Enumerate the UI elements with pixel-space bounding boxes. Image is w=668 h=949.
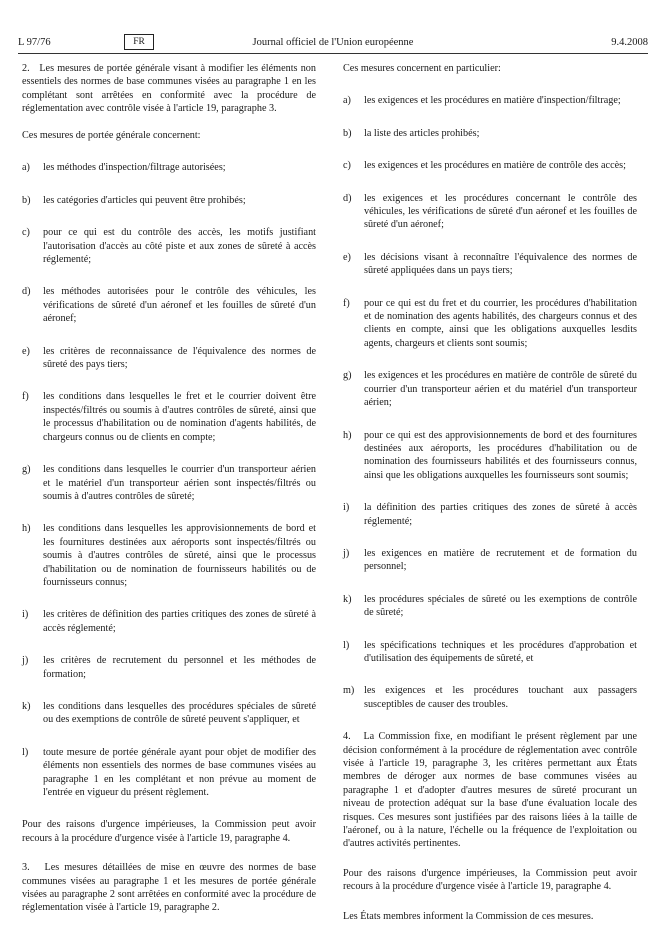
item-text: les décisions visant à reconnaître l'équivalence des normes de sûreté appliquées dans un pays tiers; bbox=[364, 251, 637, 277]
item-text: les exigences et les procédures concernant le contrôle des véhicules, les vérifications de sûreté d'un aéronef et les fouilles de sûreté d'un aéronef; bbox=[364, 192, 637, 231]
list-item bbox=[343, 369, 637, 409]
item-text: les méthodes autorisées pour le contrôle des véhicules, les vérifications de sûreté d'un aéronef et les fouilles de sûreté d'un aéronef; bbox=[43, 286, 316, 325]
item-text: pour ce qui est du fret et du courrier, les procédures d'habilitation et de nomination des agents habilités, des chargeurs connus et des clients en compte, ainsi que les obligations auxquelles lesdits agents, chargeurs et clients sont soumis; bbox=[364, 297, 637, 349]
paragraph-2: 2. Les mesures de portée générale visant à modifier les éléments non essentiels des normes de base communes visées au paragraphe 1 en les complétant sont arrêtées en conformité avec la procédure de réglementation avec contrôle visée à l'article 19, paragraphe 3. bbox=[22, 63, 316, 115]
item-letter: e) bbox=[343, 251, 351, 263]
list-item bbox=[22, 522, 316, 589]
list-item bbox=[343, 127, 637, 140]
list-item bbox=[343, 639, 637, 666]
item-text: les procédures spéciales de sûreté ou les exemptions de contrôle de sûreté; bbox=[364, 593, 637, 619]
list-intro: Ces mesures concernent en particulier: bbox=[343, 63, 501, 74]
item-letter: k) bbox=[343, 593, 352, 605]
item-text: les exigences et les procédures en matière de contrôle de sûreté du courrier d'un transporteur aérien et du matériel d'un transporteur aérien; bbox=[364, 370, 637, 409]
list-item bbox=[22, 700, 316, 727]
list-item bbox=[22, 654, 316, 681]
list-item bbox=[343, 501, 637, 528]
item-text: pour ce qui est du contrôle des accès, les motifs justifiant l'autorisation d'accès au côté piste et aux zones de sûreté à accès réglementé; bbox=[43, 227, 316, 266]
list-item bbox=[343, 192, 637, 232]
publication-date: 9.4.2008 bbox=[611, 37, 648, 48]
item-letter: l) bbox=[343, 639, 350, 651]
list-item bbox=[22, 463, 316, 503]
item-letter: f) bbox=[22, 391, 29, 403]
item-letter: c) bbox=[343, 160, 351, 172]
item-letter: b) bbox=[343, 127, 352, 139]
list-item bbox=[343, 159, 637, 172]
urgency-paragraph: Pour des raisons d'urgence impérieuses, la Commission peut avoir recours à la procédure d'urgence visée à l'article 19, paragraphe 4. bbox=[343, 867, 637, 893]
item-letter: g) bbox=[22, 464, 31, 476]
list-item bbox=[22, 161, 316, 174]
item-letter: a) bbox=[343, 95, 351, 107]
item-text: les exigences et les procédures en matière d'inspection/filtrage; bbox=[364, 95, 621, 107]
item-text: les conditions dans lesquelles le courrier d'un transporteur aérien et le matériel d'un transporteur aérien sont inspectés/filtrés ou soumis à d'autres contrôles de sûreté; bbox=[43, 464, 316, 502]
item-letter: i) bbox=[22, 609, 29, 621]
list-item bbox=[343, 297, 637, 351]
page-header bbox=[18, 36, 648, 54]
item-letter: i) bbox=[343, 502, 350, 514]
item-letter: d) bbox=[343, 192, 352, 204]
item-letter: k) bbox=[22, 700, 31, 712]
right-column bbox=[343, 62, 637, 936]
list-intro: Ces mesures de portée générale concernent: bbox=[22, 130, 201, 142]
item-text: les critères de reconnaissance de l'équivalence des normes de sûreté des pays tiers; bbox=[43, 345, 316, 371]
paragraph-3: 3. Les mesures détaillées de mise en œuvre des normes de base communes visées au paragraphe 1 et les mesures de portée générale visées au paragraphe 2 sont arrêtées en conformité avec la procédure de réglementation visée à l'article 19, paragraphe 2. bbox=[22, 862, 316, 914]
item-text: les exigences et les procédures touchant aux passagers susceptibles de causer des troubles. bbox=[364, 685, 637, 710]
item-letter: e) bbox=[22, 345, 30, 357]
item-letter: g) bbox=[343, 370, 352, 382]
item-letter: h) bbox=[343, 429, 352, 441]
final-paragraph: Les États membres informent la Commission de ces mesures. bbox=[343, 910, 594, 922]
item-text: les méthodes d'inspection/filtrage autorisées; bbox=[43, 162, 226, 174]
item-text: les exigences en matière de recrutement et de formation du personnel; bbox=[364, 547, 637, 573]
measures-list bbox=[343, 94, 637, 711]
header-rule bbox=[18, 53, 648, 54]
item-text: la liste des articles prohibés; bbox=[364, 127, 480, 139]
item-letter: m) bbox=[343, 685, 355, 697]
item-text: les catégories d'articles qui peuvent être prohibés; bbox=[43, 194, 246, 206]
list-item bbox=[343, 684, 637, 711]
item-text: les exigences et les procédures en matière de contrôle des accès; bbox=[364, 160, 626, 172]
item-text: les conditions dans lesquelles le fret et le courrier doivent être inspectés/filtrés ou soumis à d'autres contrôles de sûreté, ainsi que le processus d'habilitation ou de nomination d'agents habilités, de chargeurs connus ou de clients en compte; bbox=[43, 391, 316, 443]
item-letter: h) bbox=[22, 523, 31, 535]
list-item bbox=[22, 226, 316, 266]
item-text: les conditions dans lesquelles les approvisionnements de bord et les fournitures destinées aux aéroports sont inspectés/filtrés ou soumis à d'autres contrôles de sûreté, ainsi que le processus d'habilitation ou de nomination de fournisseurs habilités ou de fournisseurs connus; bbox=[43, 523, 316, 588]
list-item bbox=[22, 746, 316, 800]
list-item bbox=[22, 194, 316, 207]
item-letter: j) bbox=[22, 655, 29, 667]
item-text: toute mesure de portée générale ayant pour objet de modifier des éléments non essentiels des normes de base communes visées au paragraphe 1 en les complétant et non prévue au moment de l'entrée en vigueur du présent règlement. bbox=[43, 746, 316, 799]
item-text: les critères de recrutement du personnel et les méthodes de formation; bbox=[43, 655, 316, 680]
journal-title: Journal officiel de l'Union européenne bbox=[252, 37, 414, 48]
item-text: les conditions dans lesquelles des procédures spéciales de sûreté ou des exemptions de contrôle de sûreté peuvent s'appliquer, et bbox=[43, 700, 316, 726]
item-text: les critères de définition des parties critiques des zones de sûreté à accès réglementé; bbox=[43, 609, 316, 634]
item-text: la définition des parties critiques des zones de sûreté à accès réglementé; bbox=[364, 502, 637, 527]
item-letter: l) bbox=[22, 746, 29, 758]
list-item bbox=[22, 285, 316, 325]
list-item bbox=[343, 251, 637, 278]
item-letter: a) bbox=[22, 162, 30, 174]
paragraph-4: 4. La Commission fixe, en modifiant le présent règlement par une décision conformément à la procédure de réglementation avec contrôle visée à l'article 19, paragraphe 3, les critères permettant aux États membres de déroger aux normes de base communes visées au paragraphe 1 et d'adopter d'autres mesures de sûreté procurant un niveau de protection adéquat sur la base d'une évaluation locale des risques. Ces mesures sont justifiées par des raisons liées à la taille de l'aéronef, ou à la nature, l'échelle ou la fréquence de l'exploitation ou d'autres activités pertinentes. bbox=[343, 731, 637, 850]
list-item bbox=[22, 345, 316, 372]
item-text: pour ce qui est des approvisionnements de bord et des fournitures destinées aux aéroports, les procédures d'habilitation ou de nomination des fournisseurs habilités et des fournisseurs connus, ainsi que les obligations auxquelles les fournisseurs sont soumis; bbox=[364, 429, 637, 481]
list-item bbox=[343, 94, 637, 107]
list-item bbox=[22, 390, 316, 444]
left-column bbox=[22, 62, 316, 928]
item-letter: j) bbox=[343, 547, 350, 559]
list-item bbox=[343, 593, 637, 620]
page-reference: L 97/76 bbox=[18, 37, 51, 48]
item-letter: f) bbox=[343, 297, 350, 309]
list-item bbox=[22, 608, 316, 635]
item-text: les spécifications techniques et les procédures d'approbation et d'utilisation des équipements de sûreté, et bbox=[364, 639, 637, 664]
language-badge: FR bbox=[124, 34, 154, 50]
item-letter: b) bbox=[22, 194, 31, 206]
item-letter: d) bbox=[22, 286, 31, 298]
list-item bbox=[343, 547, 637, 574]
item-letter: c) bbox=[22, 227, 30, 239]
list-item bbox=[343, 429, 637, 483]
measures-list bbox=[22, 161, 316, 799]
urgency-paragraph: Pour des raisons d'urgence impérieuses, la Commission peut avoir recours à la procédure d'urgence visée à l'article 19, paragraphe 4. bbox=[22, 819, 316, 844]
